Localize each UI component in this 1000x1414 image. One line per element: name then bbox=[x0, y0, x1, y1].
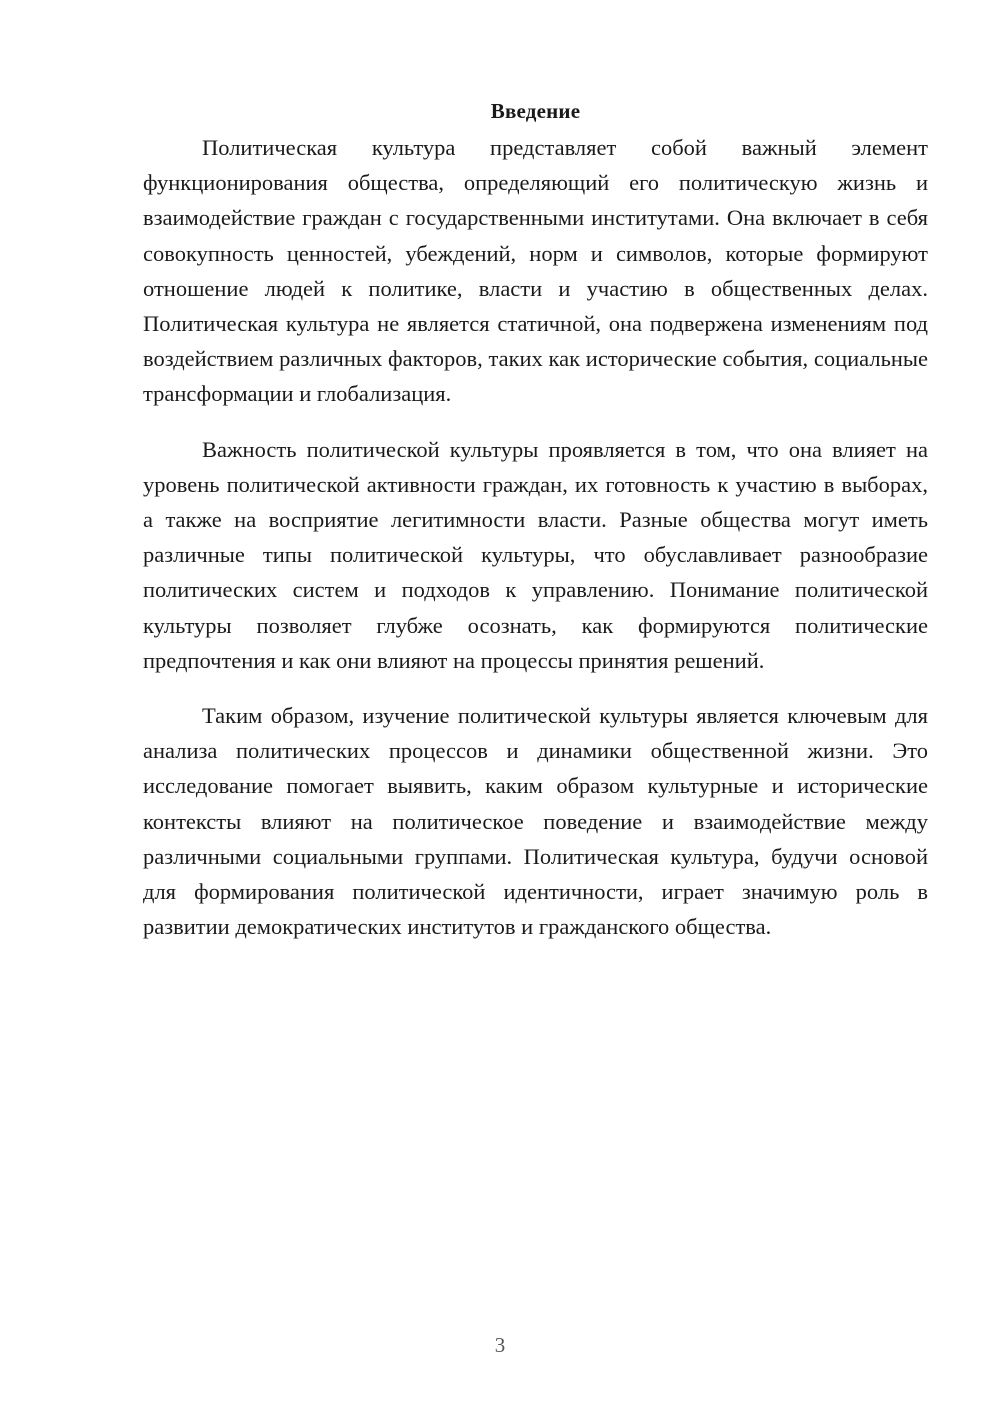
paragraph-1: Политическая культура представляет собой важный элемент функционирования общества, определяющий его политическую жизнь и взаимодействие граждан с государственными институтами. Она включает в себя совокупность ценностей, убеждений, норм и символов, которые формируют отношение людей к политике, власти и участию в общественных делах. Политическая культура не является статичной, она подвержена изменениям под воздействием различных факторов, таких как исторические события, социальные трансформации и глобализация. bbox=[143, 135, 928, 407]
paragraph-2: Важность политической культуры проявляется в том, что она влияет на уровень политической активности граждан, их готовность к участию в выборах, а также на восприятие легитимности власти. Разные общества могут иметь различные типы политической культуры, что обуславливает разнообразие политических систем и подходов к управлению. Понимание политической культуры позволяет глубже осознать, как формируются политические предпочтения и как они влияют на процессы принятия решений. bbox=[143, 436, 928, 673]
page-content bbox=[143, 92, 928, 944]
paragraph-3: Таким образом, изучение политической культуры является ключевым для анализа политических процессов и динамики общественной жизни. Это исследование помогает выявить, каким образом культурные и исторические контексты влияют на политическое поведение и взаимодействие между различными социальными группами. Политическая культура, будучи основой для формирования политической идентичности, играет значимую роль в развитии демократических институтов и гражданского общества. bbox=[143, 703, 928, 940]
section-title: Введение bbox=[490, 99, 581, 123]
page-number: 3 bbox=[494, 1333, 506, 1357]
